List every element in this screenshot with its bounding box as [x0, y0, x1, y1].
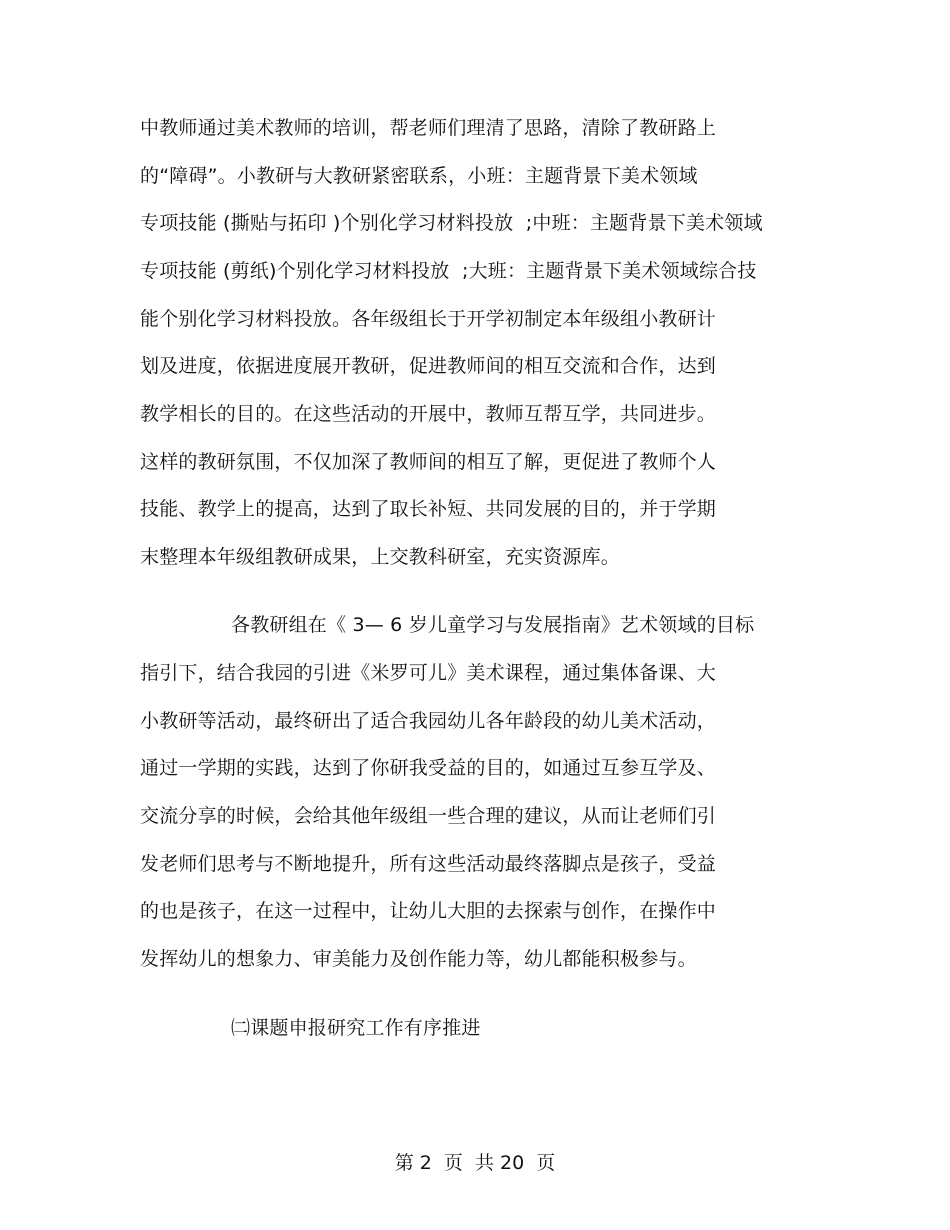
- paragraph-1-line-7: 教学相长的目的。在这些活动的开展中，教师互帮互学，共同进步。: [140, 403, 717, 425]
- section-heading: ㈡课题申报研究工作有序推进: [231, 1017, 481, 1039]
- paragraph-1-line-2: 的“障碍”。小教研与大教研紧密联系，小班：主题背景下美术领域: [140, 165, 698, 187]
- paragraph-1-line-5: 能个别化学习材料投放。各年级组长于开学初制定本年级组小教研计: [140, 308, 717, 330]
- paragraph-1-line-4: 专项技能 (剪纸)个别化学习材料投放 ;大班：主题背景下美术领域综合技: [140, 260, 757, 282]
- paragraph-1-line-8: 这样的教研氛围，不仅加深了教师间的相互了解，更促进了教师个人: [140, 451, 717, 473]
- paragraph-2-line-4: 通过一学期的实践，达到了你研我受益的目的，如通过互参互学及、: [140, 757, 717, 779]
- page-number-footer: 第 2 页 共 20 页: [394, 1152, 556, 1174]
- paragraph-1-line-10: 末整理本年级组教研成果，上交教科研室，充实资源库。: [140, 546, 621, 568]
- paragraph-2-line-1: 各教研组在《 3— 6 岁儿童学习与发展指南》艺术领域的目标: [231, 614, 755, 636]
- paragraph-2-line-6: 发老师们思考与不断地提升，所有这些活动最终落脚点是孩子，受益: [140, 853, 717, 875]
- paragraph-2-line-2: 指引下，结合我园的引进《米罗可儿》美术课程，通过集体备课、大: [140, 662, 717, 684]
- paragraph-2-line-3: 小教研等活动，最终研出了适合我园幼儿各年龄段的幼儿美术活动，: [140, 710, 717, 732]
- paragraph-1-line-3: 专项技能 (撕贴与拓印 )个别化学习材料投放 ;中班：主题背景下美术领域: [140, 212, 763, 234]
- paragraph-2-line-8: 发挥幼儿的想象力、审美能力及创作能力等，幼儿都能积极参与。: [140, 948, 697, 970]
- paragraph-2-line-5: 交流分享的时候，会给其他年级组一些合理的建议，从而让老师们引: [140, 805, 717, 827]
- paragraph-2-line-7: 的也是孩子，在这一过程中，让幼儿大胆的去探索与创作，在操作中: [140, 900, 717, 922]
- paragraph-1-line-1: 中教师通过美术教师的培训，帮老师们理清了思路，清除了教研路上: [140, 117, 717, 139]
- paragraph-1-line-9: 技能、教学上的提高，达到了取长补短、共同发展的目的，并于学期: [140, 498, 717, 520]
- paragraph-1-line-6: 划及进度，依据进度展开教研，促进教师间的相互交流和合作，达到: [140, 355, 717, 377]
